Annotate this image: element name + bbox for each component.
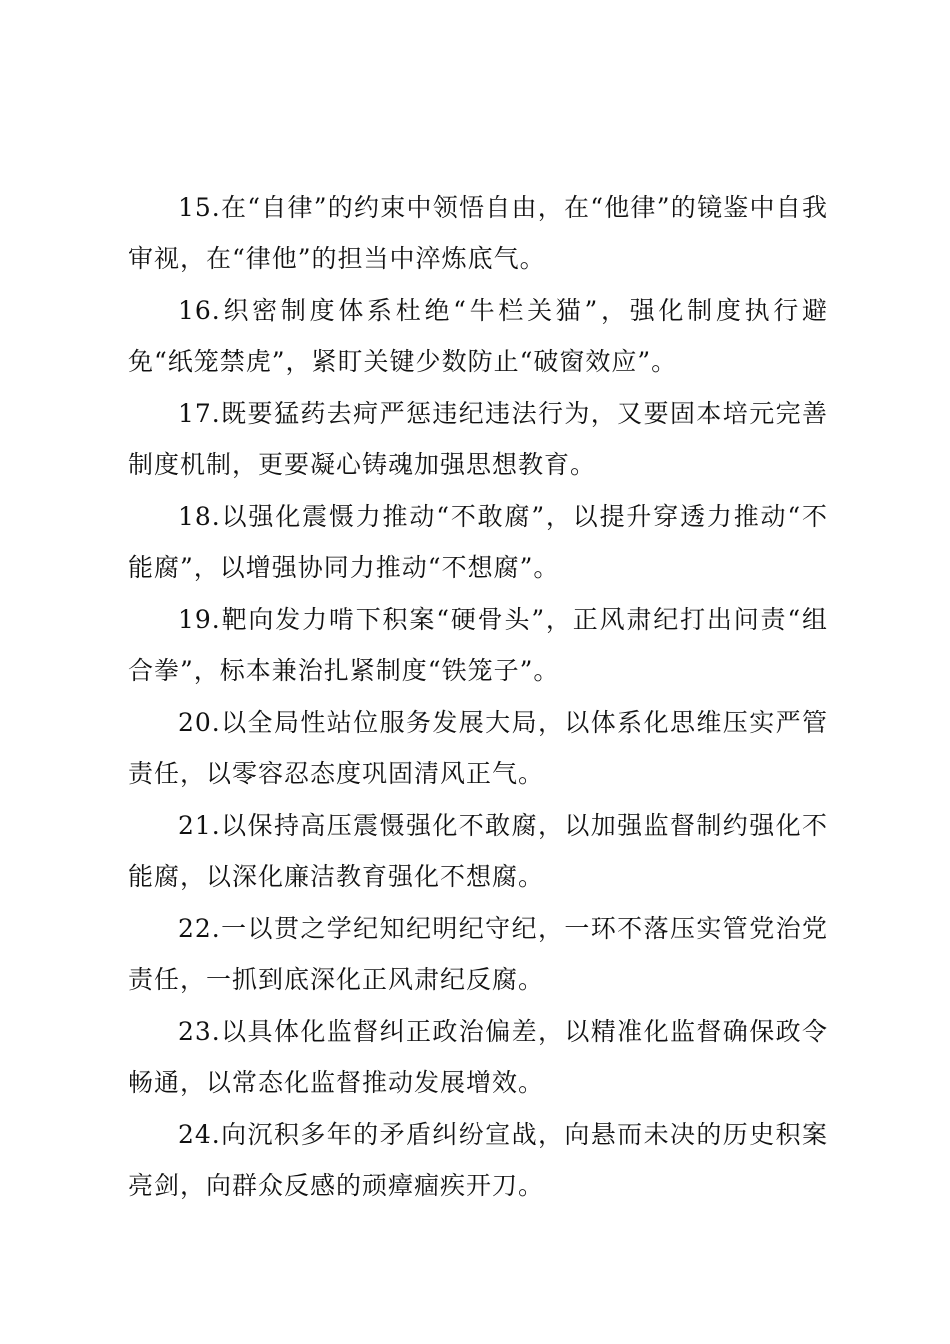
paragraph-15: 15.在“自律”的约束中领悟自由，在“他律”的镜鉴中自我审视，在“律他”的担当中淬炼底气。 — [128, 193, 828, 273]
paragraph-16: 16.织密制度体系杜绝“牛栏关猫”，强化制度执行避免“纸笼禁虎”，紧盯关键少数防止“破窗效应”。 — [128, 296, 828, 376]
paragraph-18: 18.以强化震慑力推动“不敢腐”，以提升穿透力推动“不能腐”，以增强协同力推动“不想腐”。 — [128, 502, 828, 582]
paragraph-21: 21.以保持高压震慑强化不敢腐，以加强监督制约强化不能腐，以深化廉洁教育强化不想腐。 — [128, 811, 828, 891]
paragraph-23: 23.以具体化监督纠正政治偏差，以精准化监督确保政令畅通，以常态化监督推动发展增效。 — [128, 1017, 828, 1097]
paragraph-17: 17.既要猛药去疴严惩违纪违法行为，又要固本培元完善制度机制，更要凝心铸魂加强思想教育。 — [128, 399, 828, 479]
paragraph-20: 20.以全局性站位服务发展大局，以体系化思维压实严管责任，以零容忍态度巩固清风正气。 — [128, 708, 828, 788]
paragraph-24: 24.向沉积多年的矛盾纠纷宣战，向悬而未决的历史积案亮剑，向群众反感的顽瘴痼疾开刀。 — [128, 1120, 828, 1200]
document-body — [128, 182, 828, 1212]
paragraph-19: 19.靶向发力啃下积案“硬骨头”，正风肃纪打出问责“组合拳”，标本兼治扎紧制度“铁笼子”。 — [128, 605, 828, 685]
paragraph-22: 22.一以贯之学纪知纪明纪守纪，一环不落压实管党治党责任，一抓到底深化正风肃纪反腐。 — [128, 914, 828, 994]
